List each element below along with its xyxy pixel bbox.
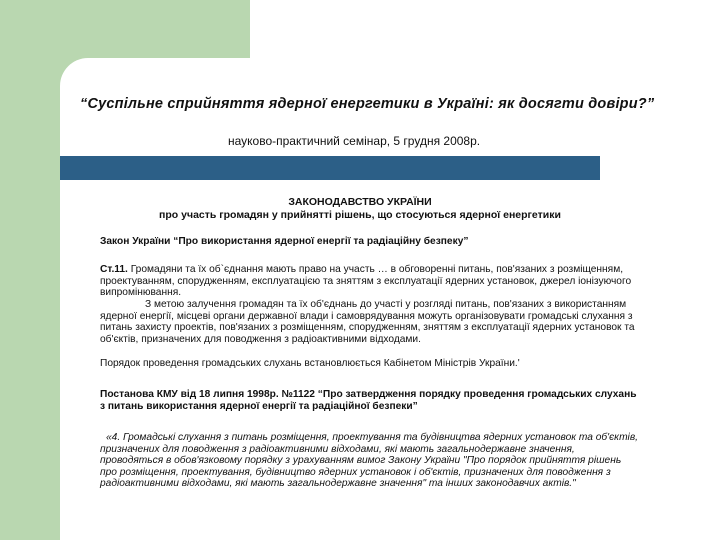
article-paragraph <box>100 264 640 299</box>
heading-line-1: ЗАКОНОДАВСТВО УКРАЇНИ <box>288 196 432 208</box>
header-bar <box>60 156 600 180</box>
legislation-heading <box>90 196 630 222</box>
slide-subtitle: науково-практичний семінар, 5 грудня 2008р. <box>228 134 481 148</box>
heading-line-2: про участь громадян у прийнятті рішень, що стосуються ядерної енергетики <box>159 209 561 221</box>
decree-quote: «4. Громадські слухання з питань розміщення, проектування та будівництва ядерних установок та об'єктів, призначених для поводження з радіоактивними відходами, які мають загальнодержавне значення, проводяться в обов'язковому порядку з урахуванням вимог Закону України "Про порядок прийняття рішень про розміщення, проектування, будівництво ядерних установок і об'єктів, призначених для поводження з радіоактивними відходами, які мають загальнодержавне значення" та інших законодавчих актів." <box>100 432 638 490</box>
article-paragraph-3: Порядок проведення громадських слухань встановлюється Кабінетом Міністрів України.' <box>100 358 520 369</box>
law-title: Закон України “Про використання ядерної енергії та радіаційну безпеку” <box>100 236 469 247</box>
slide-title: “Суспільне сприйняття ядерної енергетики в Україні: як досягти довіри?” <box>80 96 655 112</box>
article-text: Громадяни та їх об`єднання мають право на участь … в обговоренні питань, пов'язаних з розміщенням, проектуванням, спорудженням, експлуатацією та зняттям з експлуатації ядерних установок, джерел іонізуючого випромінювання. <box>100 264 632 299</box>
decree-title: Постанова КМУ від 18 липня 1998р. №1122 “Про затвердження порядку проведення громадських слухань з питань використання ядерної енергії та радіаційної безпеки” <box>100 389 637 412</box>
article-label: Ст.11. <box>100 264 128 275</box>
article-paragraph-2: З метою залучення громадян та їх об'єднань до участі у розгляді питань, пов'язаних з використанням ядерної енергії, місцеві органи державної влади і самоврядування можуть організовувати громадські слухання з питань захисту проектів, пов'язаних з розміщенням, спорудженням, зняттям з експлуатації ядерних установок та об'єктів, призначених для поводження з радіоактивними відходами. <box>100 299 635 345</box>
